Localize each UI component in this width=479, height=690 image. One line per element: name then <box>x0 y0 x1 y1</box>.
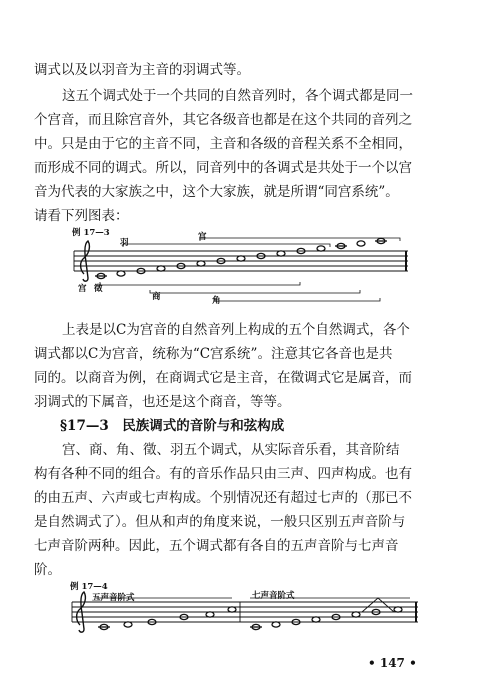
example-label: 例 17—4 <box>70 582 108 592</box>
paragraph-line: 羽调式的下属音，也还是这个商音，等等。 <box>34 394 291 410</box>
paragraph-line: 七声音阶两种。因此，五个调式都有各自的五声音阶与七声音 <box>34 538 399 554</box>
paragraph-line: 这五个调式处于一个共同的自然音列时，各个调式都是同一 <box>62 88 413 104</box>
paragraph-line: 上表是以C为宫音的自然音列上构成的五个自然调式，各个 <box>62 322 410 338</box>
paragraph-line: 调式都以C为宫音，统称为“C宫系统”。注意其它各音也是共 <box>34 346 393 362</box>
paragraph-line: 而形成不同的调式。所以，同音列中的各调式是共处于一个以宫 <box>34 160 412 176</box>
section-heading: §17—3 民族调式的音阶与和弦构成 <box>60 418 285 434</box>
scale-caption-pentatonic: 五声音阶式 <box>92 593 135 603</box>
page-number: • 147 • <box>368 656 417 670</box>
paragraph-line: 阶。 <box>34 562 61 578</box>
paragraph-line: 个宫音，而且除宫音外，其它各级音也都是在这个共同的音列之 <box>34 112 412 128</box>
paragraph-line: 的由五声、六声或七声构成。个别情况还有超过七声的（那已不 <box>34 490 412 506</box>
mode-label-shang: 商 <box>152 292 161 302</box>
paragraph-line: 构有各种不同的组合。有的音乐作品只由三声、四声构成。也有 <box>34 466 412 482</box>
paragraph-line: 同的。以商音为例，在商调式它是主音，在徵调式它是属音，而 <box>34 370 412 386</box>
paragraph-line: 调式以及以羽音为主音的羽调式等。 <box>34 62 250 78</box>
paragraph-line: 宫、商、角、徵、羽五个调式，从实际音乐看，其音阶结 <box>62 442 400 458</box>
paragraph-line: 是自然调式了）。但从和声的角度来说，一般只区别五声音阶与 <box>34 514 406 530</box>
scale-caption-heptatonic: 七声音阶式 <box>252 591 295 601</box>
paragraph-line: 中。只是由于它的主音不同，主音和各级的音程关系不全相同， <box>34 136 412 152</box>
paragraph-line: 音为代表的大家族之中，这个大家族，就是所谓“同宫系统”。 <box>34 184 399 200</box>
mode-label-zhi: 徵 <box>94 284 103 294</box>
example-label: 例 17—3 <box>72 228 110 238</box>
paragraph-line: 请看下列图表： <box>34 208 129 224</box>
mode-label-jue: 角 <box>212 296 221 306</box>
mode-label-gong: 宫 <box>78 284 87 294</box>
mode-label-gong-top: 宫 <box>198 232 207 242</box>
mode-label-yu: 羽 <box>120 238 129 248</box>
